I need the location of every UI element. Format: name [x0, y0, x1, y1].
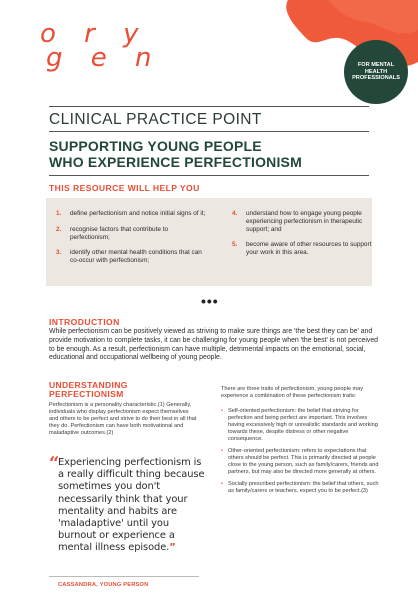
divider — [49, 131, 369, 132]
quote-text: Experiencing perfectionism is a really difficult thing because sometimes you don't necessarily think that your mentality and habits are 'maladaptive' until you burnout or experience a mental illness episode. — [58, 457, 205, 554]
page-title-line-2: WHO EXPERIENCE PERFECTIONISM — [49, 154, 302, 170]
orygen-logo — [40, 19, 162, 73]
item-number: 3. — [56, 249, 62, 257]
divider — [49, 106, 369, 107]
understanding-heading — [49, 381, 199, 399]
resource-list-left — [56, 210, 206, 273]
item-text: understand how to engage young people experiencing perfectionism in therapeutic support; and — [246, 210, 363, 233]
audience-badge-text: FOR MENTAL HEALTH PROFESSIONALS — [352, 62, 400, 82]
divider — [49, 175, 369, 176]
understanding-text: Perfectionism is a personality characteristic.(1) Generally, individuals who display perfectionism expect themselves and others to be perfect and strive to do their best in all that they do. Perfectionism can have both motivational and maladaptive outcomes.(2) — [49, 402, 197, 436]
audience-badge — [344, 40, 408, 104]
quote-attribution: CASSANDRA, YOUNG PERSON — [58, 582, 149, 588]
list-item: • Socially prescribed perfectionism: the belief that others, such as family/carers or teachers, expect you to be perfect.(3) — [221, 481, 381, 495]
document-label: CLINICAL PRACTICE POINT — [49, 111, 262, 128]
item-number: 4. — [232, 210, 238, 217]
item-number: 5. — [232, 241, 238, 249]
item-number: 2. — [56, 225, 62, 233]
resource-list-right — [232, 210, 382, 265]
logo-line-2: g e n — [46, 43, 162, 73]
list-item: • Self-oriented perfectionism: the belief that striving for perfection and being perfect are important. This involves having excessively high or unrealistic standards and working towards these, despite distress or other negative consequence. — [221, 408, 381, 443]
list-item — [232, 210, 382, 233]
understanding-heading-line-2: PERFECTIONISM — [49, 389, 124, 399]
traits-list — [221, 408, 381, 500]
section-separator: ••• — [201, 293, 219, 309]
close-quote-mark: ” — [169, 542, 176, 554]
item-text: identify other mental health conditions that can co-occur with perfectionism; — [70, 249, 202, 265]
quote-divider — [49, 576, 199, 577]
item-number: 1. — [56, 210, 62, 217]
page-title-line-1: SUPPORTING YOUNG PEOPLE — [49, 138, 262, 154]
list-item — [56, 210, 206, 218]
introduction-heading: INTRODUCTION — [49, 317, 120, 327]
item-text: recognise factors that contribute to perfectionism; — [70, 225, 169, 241]
page-title — [49, 138, 302, 170]
list-item: • Other-oriented perfectionism: refers to expectations that others should be perfect. This is primarily directed at people close to the young person, such as family/carers, friends and partners, but may also be directed more generally at others. — [221, 448, 381, 476]
traits-intro: There are three traits of perfectionism, young people may experience a combination of these perfectionism traits: — [221, 386, 364, 399]
open-quote-mark: “ — [49, 453, 60, 474]
quote-body — [49, 453, 205, 555]
list-item — [56, 249, 206, 265]
item-text: define perfectionism and notice initial signs of it; — [70, 210, 206, 217]
understanding-heading-line-1: UNDERSTANDING — [49, 380, 128, 390]
list-item — [232, 241, 382, 257]
introduction-text: While perfectionism can be positively viewed as striving to make sure things are 'the best they can be' and provide motivation to complete tasks, it can be challenging for young people when 'the best' is not perceived to be enough. As a result, perfectionism can have multiple, detrimental impacts on the emotional, social, educational and occupational wellbeing of young people. — [49, 328, 378, 362]
item-text: become aware of other resources to support your work in this area. — [246, 241, 372, 257]
list-item — [56, 226, 206, 242]
pull-quote — [49, 453, 205, 555]
resource-heading: THIS RESOURCE WILL HELP YOU — [49, 183, 200, 193]
logo-line-1: o r y — [40, 19, 149, 49]
